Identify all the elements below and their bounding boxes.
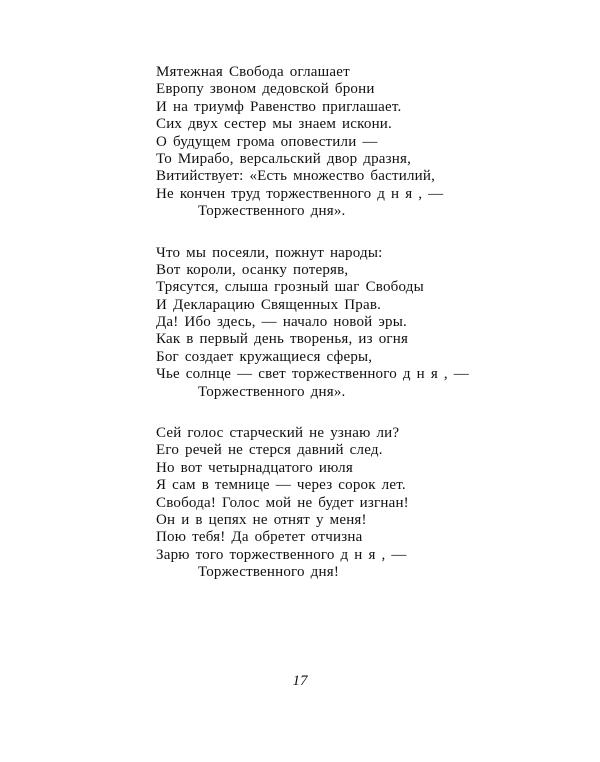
verse-line: Пою тебя! Да обретет отчизна	[156, 529, 363, 546]
verse-line: И Декларацию Священных Прав.	[156, 296, 382, 313]
verse-line: Свобода! Голос мой не будет изгнан!	[156, 494, 409, 511]
page-number: 17	[292, 673, 308, 689]
verse-line: Зарю того торжественного д н я , —	[156, 546, 407, 563]
verse-line: Но вот четырнадцатого июля	[156, 459, 353, 476]
poem	[156, 64, 469, 606]
verse-line: Да! Ибо здесь, — начало новой эры.	[156, 314, 407, 331]
verse-line: Европу звоном дедовской брони	[156, 81, 375, 98]
verse-line: О будущем грома оповестили —	[156, 133, 378, 150]
verse-line: Витийствует: «Есть множество бастилий,	[156, 168, 436, 185]
verse-line: Трясутся, слыша грозный шаг Свободы	[156, 279, 424, 296]
verse-line: Сих двух сестер мы знаем искони.	[156, 116, 392, 133]
verse-line: Бог создает кружащиеся сферы,	[156, 348, 373, 365]
refrain-line: Торжественного дня!	[198, 564, 340, 581]
refrain-line: Торжественного дня».	[198, 383, 346, 400]
verse-line: То Мирабо, версальский двор дразня,	[156, 150, 412, 167]
verse-line: Сей голос старческий не узнаю ли?	[156, 425, 400, 442]
stanza	[156, 425, 456, 582]
verse-line: Как в первый день творенья, из огня	[156, 331, 409, 348]
verse-line: Вот короли, осанку потеряв,	[156, 261, 349, 278]
verse-line: Он и в цепях не отнят у меня!	[156, 511, 367, 528]
verse-line: Чье солнце — свет торжественного д н я , —	[156, 366, 469, 383]
verse-line: Не кончен труд торжественного д н я , —	[156, 185, 444, 202]
verse-line: И на триумф Равенство приглашает.	[156, 98, 402, 115]
verse-line: Его речей не стерся давний след.	[156, 442, 383, 459]
refrain-line: Торжественного дня».	[198, 203, 346, 220]
verse-line: Я сам в темнице — через сорок лет.	[156, 477, 406, 494]
stanza	[156, 244, 469, 402]
stanza	[156, 64, 456, 221]
verse-line: Что мы посеяли, пожнут народы:	[156, 244, 383, 261]
verse-line: Мятежная Свобода оглашает	[156, 64, 350, 80]
